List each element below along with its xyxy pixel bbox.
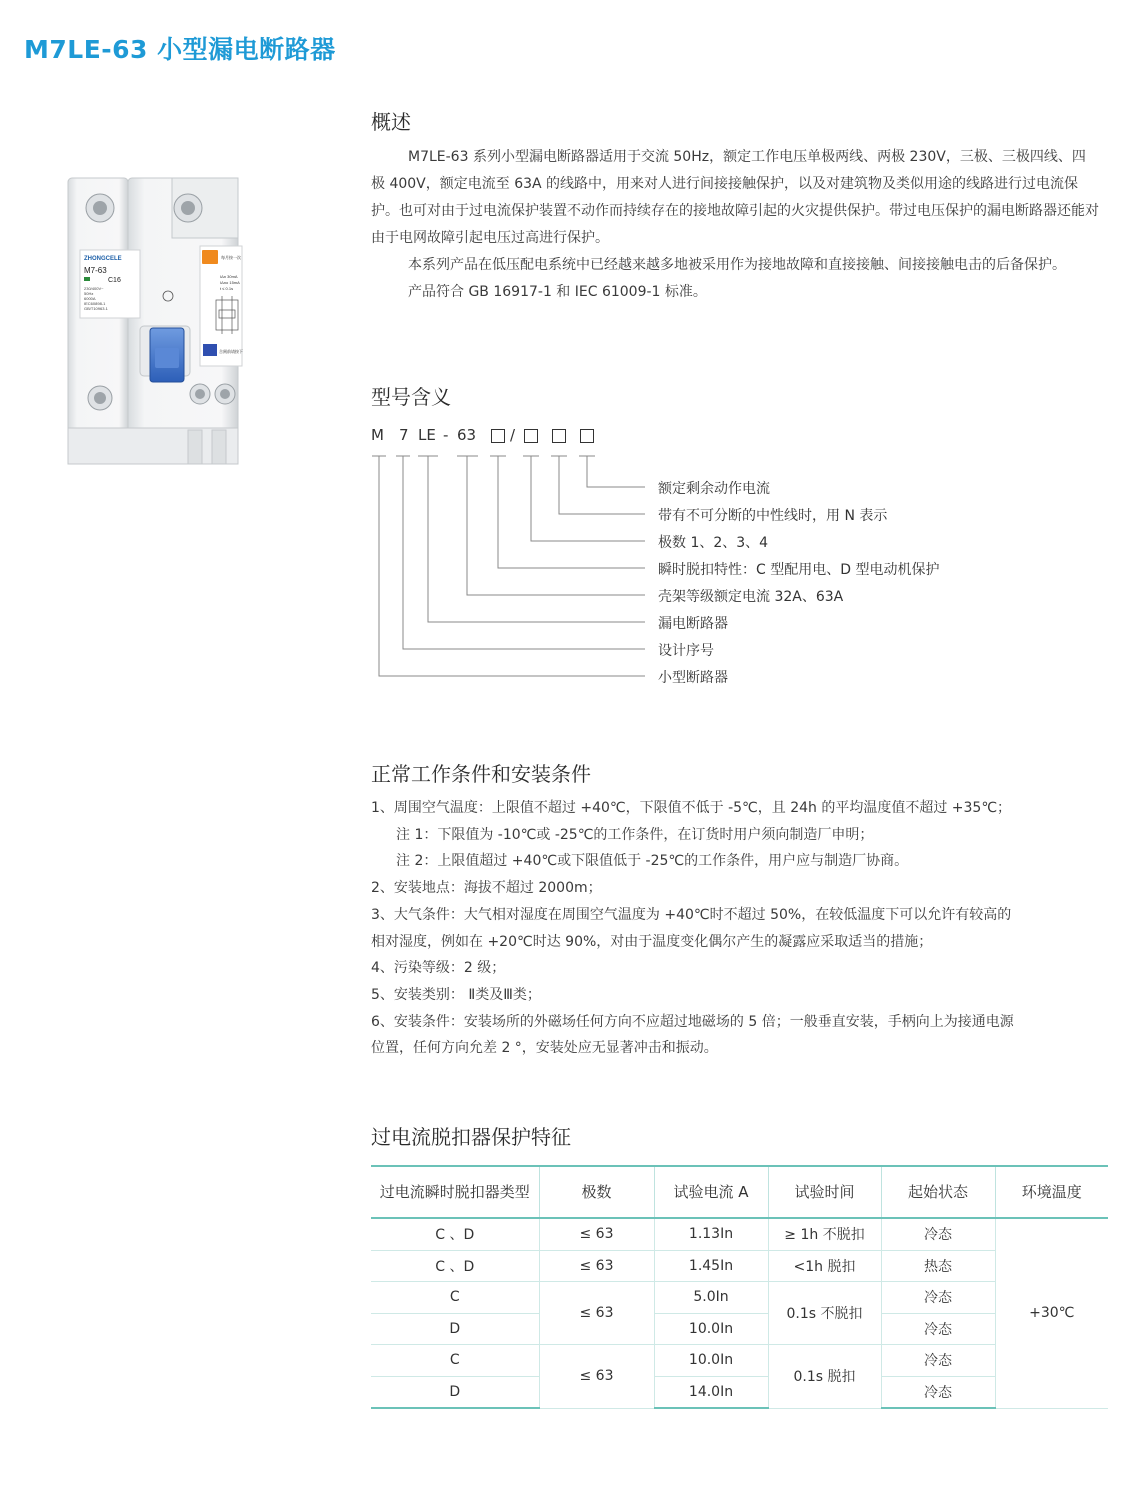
spec-line: 50Hz — [84, 291, 94, 296]
cell-type: C — [371, 1282, 539, 1314]
legend-item: 额定剩余动作电流 — [658, 481, 770, 497]
cell-time: 0.1s 不脱扣 — [768, 1282, 881, 1345]
cell-type: C 、D — [371, 1218, 539, 1250]
rating-label: C16 — [108, 277, 121, 284]
cell-poles: ≤ 63 — [539, 1345, 654, 1409]
cell-time: <1h 脱扣 — [768, 1250, 881, 1282]
conditions-heading: 正常工作条件和安装条件 — [371, 762, 591, 786]
cell-state: 热态 — [881, 1250, 995, 1282]
code-dash: - — [443, 426, 449, 444]
overview-heading: 概述 — [371, 110, 411, 134]
brand-label: ZHONGCELE — [84, 256, 122, 262]
column-header: 极数 — [539, 1166, 654, 1218]
residual-line: IΔno 15mA — [220, 280, 240, 285]
legend-item: 壳架等级额定电流 32A、63A — [658, 589, 844, 605]
residual-line: IΔn 30mA — [220, 274, 238, 279]
cell-type: D — [371, 1376, 539, 1408]
condition-line: 2、安装地点：海拔不超过 2000m； — [371, 880, 602, 897]
page-title: M7LE-63 小型漏电断路器 — [24, 35, 336, 64]
code-7: 7 — [399, 426, 409, 444]
cell-type: D — [371, 1313, 539, 1345]
spec-line: GB/T10963.1 — [84, 306, 108, 311]
cell-current: 10.0In — [654, 1313, 768, 1345]
cell-state: 冷态 — [881, 1376, 995, 1408]
code-63: 63 — [457, 426, 477, 444]
cell-current: 14.0In — [654, 1376, 768, 1408]
cell-poles: ≤ 63 — [539, 1250, 654, 1282]
cell-current: 1.45In — [654, 1250, 768, 1282]
table-header-row — [371, 1166, 1108, 1218]
legend-item: 带有不可分断的中性线时，用 N 表示 — [658, 508, 888, 524]
condition-line: 5、安装类别： Ⅱ类及Ⅲ类； — [371, 986, 541, 1003]
spec-line: IEC60898-1 — [84, 301, 106, 306]
legend-item: 设计序号 — [658, 643, 714, 659]
condition-line: 6、安装条件：安装场所的外磁场任何方向不应超过地磁场的 5 倍；一般垂直安装，手柄向上为接通电源 — [371, 1013, 1014, 1030]
cell-current: 1.13In — [654, 1218, 768, 1250]
protection-table — [371, 1165, 1108, 1409]
cell-state: 冷态 — [881, 1313, 995, 1345]
condition-line: 3、大气条件：大气相对湿度在周围空气温度为 +40℃时不超过 50%，在较低温度下可以允许有较高的 — [371, 906, 1012, 923]
protection-heading: 过电流脱扣器保护特征 — [371, 1125, 571, 1149]
overview-paragraph: M7LE-63 系列小型漏电断路器适用于交流 50Hz，额定工作电压单极两线、两极 230V，三极、三极四线、四极 400V，额定电流至 63A 的线路中，用来对人进行间接接触保护，以及对建筑物及类似用途的线路进行过电流保护。也可对由于过电流保护装置不动作而持续存在的接地故障引起的火灾提供保护。带过电压保护的漏电断路器还能对由于电网故障引起电压过高进行保护。 — [371, 149, 1099, 246]
code-le: LE — [418, 426, 436, 444]
condition-line: 位置，任何方向允差 2 °，安装处应无显著冲击和振动。 — [371, 1040, 718, 1057]
cell-type: C 、D — [371, 1250, 539, 1282]
model-meaning-heading: 型号含义 — [371, 385, 451, 409]
cell-time: ≥ 1h 不脱扣 — [768, 1218, 881, 1250]
conditions-list — [371, 795, 1101, 1062]
cell-state: 冷态 — [881, 1282, 995, 1314]
condition-line: 4、污染等级：2 级； — [371, 960, 506, 977]
cell-poles: ≤ 63 — [539, 1282, 654, 1345]
overview-paragraph: 产品符合 GB 16917-1 和 IEC 61009-1 标准。 — [408, 284, 707, 300]
code-m: M — [371, 426, 384, 444]
reset-label: 合闸前请按下 — [219, 349, 243, 354]
cell-current: 5.0In — [654, 1282, 768, 1314]
legend-item: 极数 1、2、3、4 — [658, 535, 769, 551]
cell-type: C — [371, 1345, 539, 1377]
code-slash: / — [510, 426, 516, 444]
cell-ambient: +30℃ — [995, 1218, 1108, 1408]
spec-line: 6000A — [84, 296, 96, 301]
column-header: 起始状态 — [881, 1166, 995, 1218]
column-header: 试验电流 A — [654, 1166, 768, 1218]
test-label: 每月按一次 — [221, 255, 241, 260]
legend-item: 小型断路器 — [658, 670, 728, 686]
condition-note: 注 2：上限值超过 +40℃或下限值低于 -25℃的工作条件，用户应与制造厂协商。 — [396, 853, 909, 870]
column-header: 过电流瞬时脱扣器类型 — [371, 1166, 539, 1218]
legend-item: 漏电断路器 — [658, 616, 728, 632]
model-legend-lines — [0, 0, 1121, 700]
overview-paragraph: 本系列产品在低压配电系统中已经越来越多地被采用作为接地故障和直接接触、间接接触电击的后备保护。 — [408, 257, 1066, 273]
column-header: 环境温度 — [995, 1166, 1108, 1218]
cell-state: 冷态 — [881, 1345, 995, 1377]
legend-item: 瞬时脱扣特性：C 型配用电、D 型电动机保护 — [658, 562, 940, 578]
condition-note: 注 1：下限值为 -10℃或 -25℃的工作条件，在订货时用户须向制造厂申明； — [396, 826, 874, 843]
spec-line: 230/400V~ — [84, 286, 104, 291]
residual-line: t ≤ 0.1s — [220, 286, 234, 291]
condition-line: 1、周围空气温度：上限值不超过 +40℃，下限值不低于 -5℃，且 24h 的平均温度值不超过 +35℃； — [371, 800, 1012, 816]
cell-poles: ≤ 63 — [539, 1218, 654, 1250]
column-header: 试验时间 — [768, 1166, 881, 1218]
condition-line: 相对湿度，例如在 +20℃时达 90%，对由于温度变化偶尔产生的凝露应采取适当的措施； — [371, 933, 933, 950]
cell-current: 10.0In — [654, 1345, 768, 1377]
model-label: M7-63 — [84, 266, 107, 275]
cell-time: 0.1s 脱扣 — [768, 1345, 881, 1409]
cell-state: 冷态 — [881, 1218, 995, 1250]
table-row — [371, 1218, 1108, 1250]
